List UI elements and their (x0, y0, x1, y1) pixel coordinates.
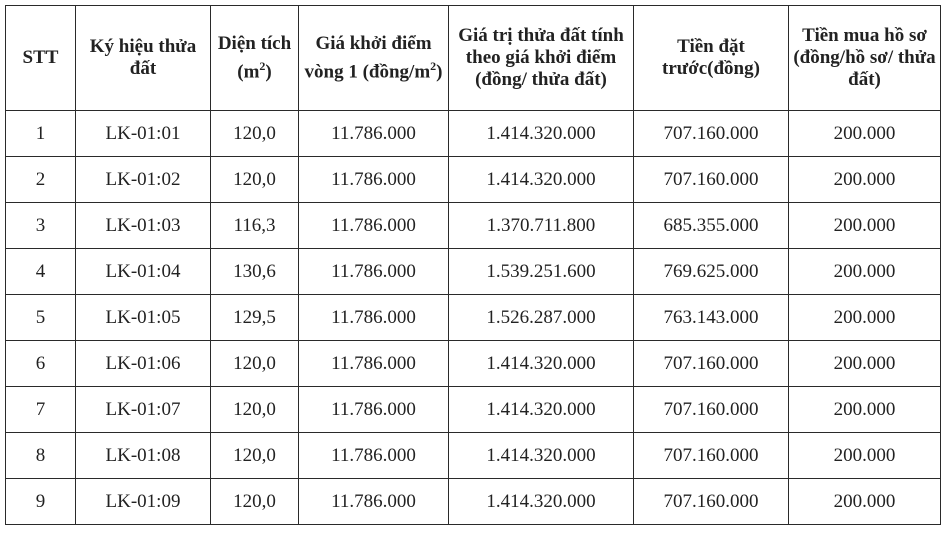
cell-area: 130,6 (211, 249, 299, 295)
header-area-sup: 2 (259, 58, 266, 73)
cell-starting-price: 11.786.000 (299, 111, 449, 157)
cell-dossier-fee: 200.000 (789, 157, 941, 203)
table-body (6, 111, 941, 525)
cell-stt: 4 (6, 249, 76, 295)
cell-deposit: 707.160.000 (634, 341, 789, 387)
cell-area: 120,0 (211, 433, 299, 479)
table-header-row (6, 6, 941, 111)
cell-dossier-fee: 200.000 (789, 387, 941, 433)
cell-deposit: 707.160.000 (634, 111, 789, 157)
cell-dossier-fee: 200.000 (789, 433, 941, 479)
header-plot-code: Ký hiệu thửa đất (76, 6, 211, 111)
cell-starting-price: 11.786.000 (299, 157, 449, 203)
cell-plot-code: LK-01:04 (76, 249, 211, 295)
cell-starting-price: 11.786.000 (299, 341, 449, 387)
cell-plot-code: LK-01:08 (76, 433, 211, 479)
table-row (6, 433, 941, 479)
cell-plot-value: 1.414.320.000 (449, 479, 634, 525)
cell-stt: 6 (6, 341, 76, 387)
cell-deposit: 707.160.000 (634, 479, 789, 525)
cell-starting-price: 11.786.000 (299, 295, 449, 341)
cell-stt: 1 (6, 111, 76, 157)
cell-starting-price: 11.786.000 (299, 479, 449, 525)
cell-stt: 8 (6, 433, 76, 479)
table-row (6, 203, 941, 249)
cell-plot-code: LK-01:06 (76, 341, 211, 387)
cell-plot-value: 1.414.320.000 (449, 341, 634, 387)
table-row (6, 111, 941, 157)
table-row (6, 479, 941, 525)
header-dossier-fee: Tiền mua hồ sơ (đồng/hồ sơ/ thửa đất) (789, 6, 941, 111)
cell-starting-price: 11.786.000 (299, 249, 449, 295)
cell-dossier-fee: 200.000 (789, 341, 941, 387)
cell-area: 129,5 (211, 295, 299, 341)
cell-plot-value: 1.526.287.000 (449, 295, 634, 341)
cell-starting-price: 11.786.000 (299, 203, 449, 249)
cell-plot-code: LK-01:07 (76, 387, 211, 433)
land-plot-table (5, 5, 941, 525)
header-starting-price (299, 6, 449, 111)
cell-deposit: 707.160.000 (634, 157, 789, 203)
cell-area: 120,0 (211, 341, 299, 387)
cell-area: 120,0 (211, 479, 299, 525)
header-price-text: Giá khởi điểm vòng 1 (đồng/m (304, 32, 432, 83)
cell-dossier-fee: 200.000 (789, 295, 941, 341)
cell-dossier-fee: 200.000 (789, 249, 941, 295)
cell-stt: 5 (6, 295, 76, 341)
cell-plot-value: 1.414.320.000 (449, 111, 634, 157)
cell-deposit: 707.160.000 (634, 387, 789, 433)
cell-stt: 9 (6, 479, 76, 525)
header-plot-value: Giá trị thửa đất tính theo giá khởi điểm (đồng/ thửa đất) (449, 6, 634, 111)
table-row (6, 157, 941, 203)
cell-deposit: 707.160.000 (634, 433, 789, 479)
cell-plot-value: 1.539.251.600 (449, 249, 634, 295)
cell-dossier-fee: 200.000 (789, 111, 941, 157)
cell-area: 116,3 (211, 203, 299, 249)
table-row (6, 341, 941, 387)
header-deposit: Tiền đặt trước(đồng) (634, 6, 789, 111)
header-stt: STT (6, 6, 76, 111)
cell-area: 120,0 (211, 111, 299, 157)
cell-deposit: 763.143.000 (634, 295, 789, 341)
cell-starting-price: 11.786.000 (299, 387, 449, 433)
cell-plot-value: 1.414.320.000 (449, 387, 634, 433)
cell-plot-value: 1.370.711.800 (449, 203, 634, 249)
table-row (6, 249, 941, 295)
cell-plot-code: LK-01:01 (76, 111, 211, 157)
cell-plot-code: LK-01:09 (76, 479, 211, 525)
cell-plot-code: LK-01:05 (76, 295, 211, 341)
header-price-close: ) (436, 61, 443, 83)
cell-plot-value: 1.414.320.000 (449, 157, 634, 203)
cell-stt: 2 (6, 157, 76, 203)
header-area-text: Diện tích (m (217, 32, 292, 83)
cell-plot-value: 1.414.320.000 (449, 433, 634, 479)
table-row (6, 387, 941, 433)
header-area-close: ) (265, 61, 272, 83)
cell-stt: 3 (6, 203, 76, 249)
cell-dossier-fee: 200.000 (789, 203, 941, 249)
cell-deposit: 769.625.000 (634, 249, 789, 295)
cell-dossier-fee: 200.000 (789, 479, 941, 525)
cell-plot-code: LK-01:02 (76, 157, 211, 203)
cell-area: 120,0 (211, 387, 299, 433)
header-area (211, 6, 299, 111)
header-price-sup: 2 (430, 58, 437, 73)
cell-plot-code: LK-01:03 (76, 203, 211, 249)
cell-area: 120,0 (211, 157, 299, 203)
table-row (6, 295, 941, 341)
cell-starting-price: 11.786.000 (299, 433, 449, 479)
cell-deposit: 685.355.000 (634, 203, 789, 249)
cell-stt: 7 (6, 387, 76, 433)
